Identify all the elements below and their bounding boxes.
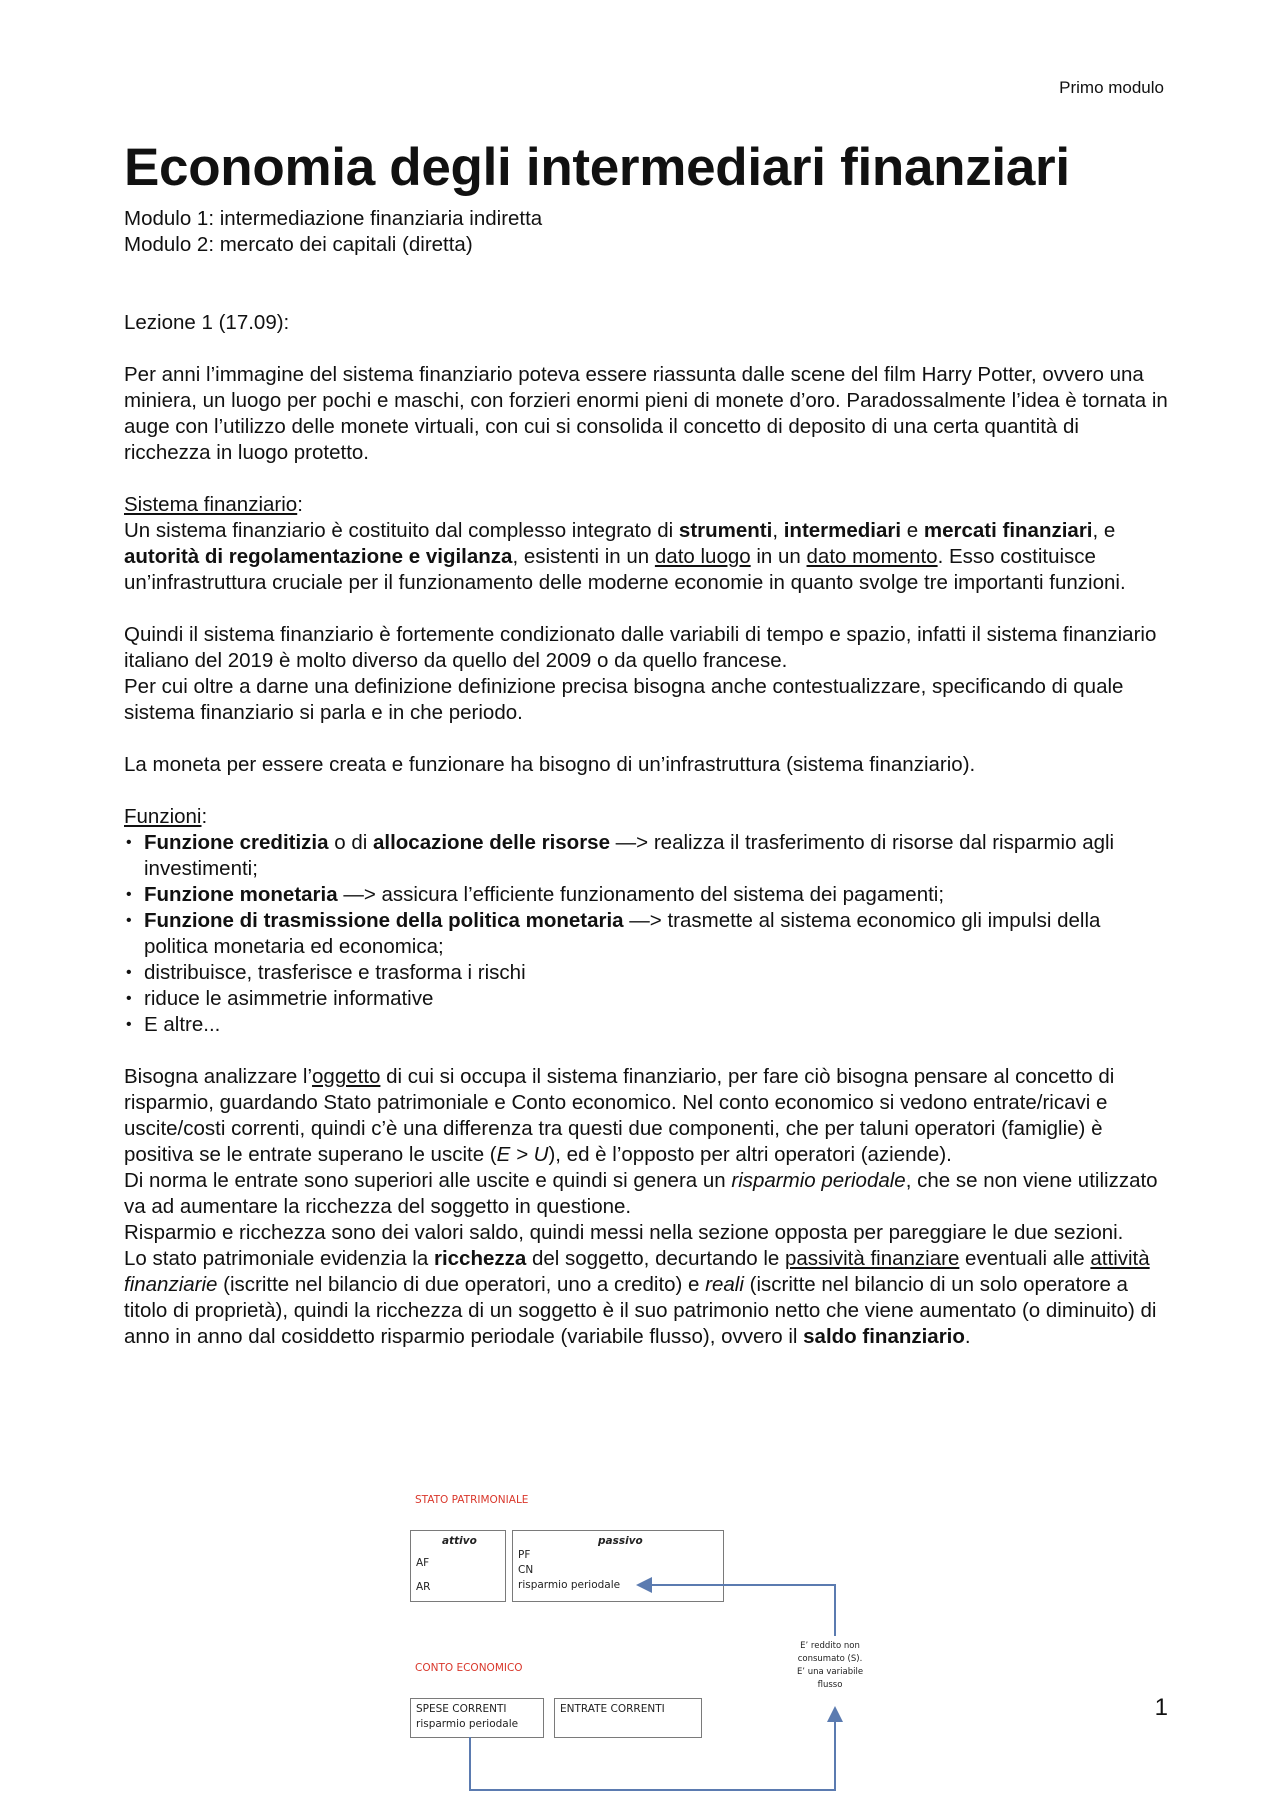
ar-label: AR <box>416 1581 431 1593</box>
flow-arrows <box>410 1490 890 1800</box>
balance-diagram <box>410 1490 890 1800</box>
ricchezza-paragraph: Lo stato patrimoniale evidenzia la ricchezza del soggetto, decurtando le passività finanziare eventuali alle attività finanziarie (iscritte nel bilancio di due operatori, uno a credito) e reali (iscritte nel bilancio di un solo operatore a titolo di proprietà), quindi la ricchezza di un soggetto è il suo patrimonio netto che viene aumentato (o diminuito) di anno in anno dal cosiddetto risparmio periodale (variabile flusso), ovvero il saldo finanziario. <box>124 1247 1157 1348</box>
passivo-label: passivo <box>598 1535 643 1547</box>
risparmio-sp-label: risparmio periodale <box>518 1579 621 1591</box>
list-item: • distribuisce, trasferisce e trasforma i rischi <box>124 960 1168 986</box>
pf-label: PF <box>518 1549 531 1561</box>
list-item: • Funzione di trasmissione della politica monetaria —> trasmette al sistema economico gli impulsi della politica monetaria ed economica; <box>124 908 1168 960</box>
sistema-definition: Un sistema finanziario è costituito dal complesso integrato di strumenti, intermediari e mercati finanziari, e autorità di regolamentazione e vigilanza, esistenti in un dato luogo in un dato momento. Esso costituisce un’infrastruttura cruciale per il funzionamento delle moderne economie in quanto svolge tre importanti funzioni. <box>124 519 1126 594</box>
risparmio-paragraph: Di norma le entrate sono superiori alle uscite e quindi si genera un risparmio periodale, che se non viene utilizzato va ad aumentare la ricchezza del soggetto in questione. <box>124 1169 1158 1218</box>
sistema-paragraph-3: Per cui oltre a darne una definizione definizione precisa bisogna anche contestualizzare, specificando di quale sistema finanziario si parla e in che periodo. <box>124 675 1124 724</box>
risparmio-ce-label: risparmio periodale <box>416 1718 519 1730</box>
list-item: • riduce le asimmetrie informative <box>124 986 1168 1012</box>
sistema-paragraph-4: La moneta per essere creata e funzionare ha bisogno di un’infrastruttura (sistema finanziario). <box>124 753 976 776</box>
intro-paragraph: Per anni l’immagine del sistema finanziario poteva essere riassunta dalle scene del film Harry Potter, ovvero una miniera, un luogo per pochi e maschi, con forzieri enormi pieni di monete d’oro. Paradossalmente l’idea è tornata in auge con l’utilizzo delle monete virtuali, con cui si consolida il concetto di deposito di una certa quantità di ricchezza in luogo protetto. <box>124 363 1168 464</box>
module-2: Modulo 2: mercato dei capitali (diretta) <box>124 233 473 256</box>
lesson-heading: Lezione 1 (17.09): <box>124 311 290 334</box>
running-header: Primo modulo <box>1059 78 1164 97</box>
page-title: Economia degli intermediari finanziari <box>124 138 1070 197</box>
funzioni-heading: Funzioni: <box>124 805 208 828</box>
sp-title: STATO PATRIMONIALE <box>415 1494 529 1506</box>
cn-label: CN <box>518 1564 534 1576</box>
funzioni-list <box>124 830 1168 1038</box>
page-number: 1 <box>1154 1694 1168 1721</box>
spese-label: SPESE CORRENTI <box>416 1703 507 1715</box>
list-item: • E altre... <box>124 1012 1168 1038</box>
list-item: • Funzione monetaria —> assicura l’efficiente funzionamento del sistema dei pagamenti; <box>124 882 1168 908</box>
af-label: AF <box>416 1557 430 1569</box>
page-content <box>124 130 1168 1350</box>
sistema-paragraph-2: Quindi il sistema finanziario è fortemente condizionato dalle variabili di tempo e spazio, infatti il sistema finanziario italiano del 2019 è molto diverso da quello del 2009 o da quello francese. <box>124 623 1157 672</box>
saldo-paragraph: Risparmio e ricchezza sono dei valori saldo, quindi messi nella sezione opposta per pareggiare le due sezioni. <box>124 1221 1124 1244</box>
attivo-label: attivo <box>442 1535 477 1547</box>
entrate-label: ENTRATE CORRENTI <box>560 1703 665 1715</box>
sp-flow-arrow <box>638 1585 835 1636</box>
list-item: • Funzione creditizia o di allocazione delle risorse —> realizza il trasferimento di risorse dal risparmio agli investimenti; <box>124 830 1168 882</box>
flow-note: E’ reddito non consumato (S). E’ una variabile flusso <box>796 1641 864 1690</box>
ce-title: CONTO ECONOMICO <box>415 1662 523 1674</box>
module-1: Modulo 1: intermediazione finanziaria indiretta <box>124 207 543 230</box>
ce-flow-arrow <box>470 1708 835 1790</box>
sistema-heading: Sistema finanziario: <box>124 493 303 516</box>
oggetto-paragraph: Bisogna analizzare l’oggetto di cui si occupa il sistema finanziario, per fare ciò bisogna pensare al concetto di risparmio, guardando Stato patrimoniale e Conto economico. Nel conto economico si vedono entrate/ricavi e uscite/costi correnti, quindi c’è una differenza tra questi due componenti, che per taluni operatori (famiglie) è positiva se le entrate superano le uscite (E > U), ed è l’opposto per altri operatori (aziende). <box>124 1065 1115 1166</box>
